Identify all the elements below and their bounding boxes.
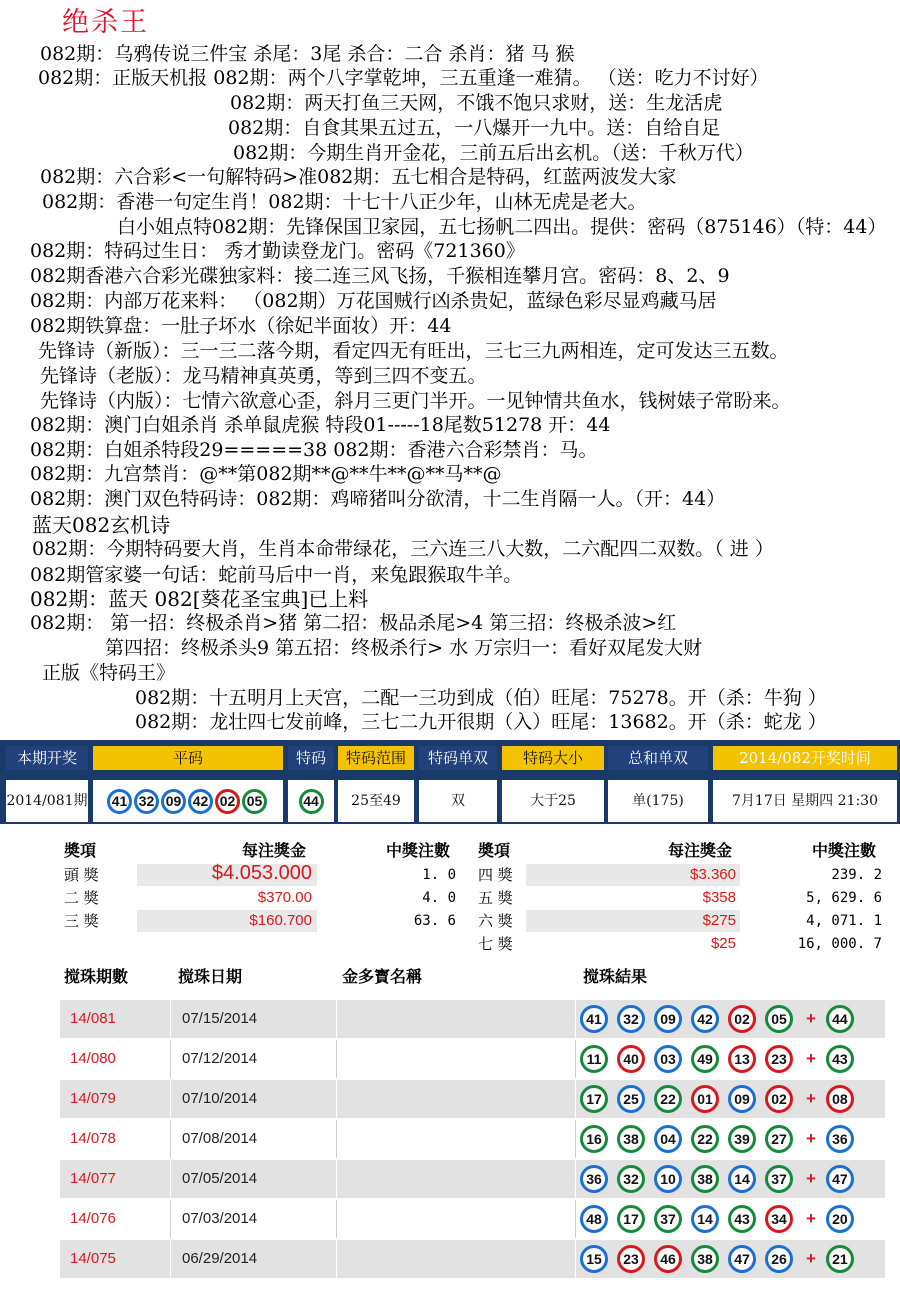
lottery-ball: 42 — [188, 789, 213, 814]
lottery-ball: 34 — [765, 1205, 793, 1233]
text-line: 082期：澳门双色特码诗：082期：鸡啼猪叫分欲清，十二生肖隔一人。（开：44） — [30, 488, 726, 510]
plus-sign: + — [806, 1009, 816, 1028]
text-line: 正版《特码王》 — [42, 662, 176, 684]
lottery-ball: 21 — [826, 1245, 854, 1273]
column-divider — [575, 1240, 576, 1278]
text-line: 082期：自食其果五过五，一八爆开一九中。送：自给自足 — [228, 117, 721, 139]
lottery-ball: 41 — [580, 1005, 608, 1033]
lottery-ball: 36 — [580, 1165, 608, 1193]
lottery-ball: 01 — [691, 1085, 719, 1113]
lottery-ball: 27 — [765, 1125, 793, 1153]
text-line: 082期：两天打鱼三天网，不饿不饱只求财，送：生龙活虎 — [230, 92, 723, 114]
lottery-ball: 09 — [161, 789, 186, 814]
text-line: 082期：白姐杀特段29=====38 082期：香港六合彩禁肖：马。 — [30, 439, 598, 461]
lottery-ball: 37 — [765, 1165, 793, 1193]
lottery-ball: 42 — [691, 1005, 719, 1033]
lottery-ball: 22 — [691, 1125, 719, 1153]
column-divider — [170, 1080, 171, 1118]
draw-date: 07/03/2014 — [182, 1210, 258, 1227]
draw-id: 14/081 — [70, 1010, 116, 1027]
column-divider — [575, 1000, 576, 1038]
lottery-ball: 44 — [299, 789, 324, 814]
draw-result-balls — [580, 1244, 863, 1274]
lottery-ball: 48 — [580, 1205, 608, 1233]
history-header-id: 搅珠期數 — [64, 967, 129, 986]
lottery-ball: 09 — [654, 1005, 682, 1033]
lottery-ball: 14 — [728, 1165, 756, 1193]
prize-amount: $160.700 — [249, 912, 312, 929]
text-line: 082期：乌鸦传说三件宝 杀尾：3尾 杀合：二合 杀肖：猪 马 猴 — [40, 43, 575, 65]
history-row — [60, 1080, 885, 1118]
text-line: 082期：龙壮四七发前峰，三七二九开很期（入）旺尾：13682。开（杀：蛇龙 ） — [135, 711, 827, 733]
text-line: 先锋诗（内版）：七情六欲意心歪，斜月三更门半开。一见钟情共鱼水，钱树婊子常盼来。 — [40, 390, 791, 412]
lottery-ball: 38 — [691, 1165, 719, 1193]
prize-name: 二 獎 — [64, 889, 99, 907]
text-line: 第四招：终极杀头9 第五招：终极杀行> 水 万宗归一：看好双尾发大财 — [105, 637, 703, 659]
lottery-ball: 04 — [654, 1125, 682, 1153]
special-ball-group — [299, 793, 324, 809]
prize-header-count: 中獎注數 — [812, 841, 877, 860]
lottery-ball: 46 — [654, 1245, 682, 1273]
lottery-ball: 49 — [691, 1045, 719, 1073]
text-line: 082期：香港一句定生肖！082期：十七十八正少年，山林无虎是老大。 — [42, 191, 647, 213]
text-line: 082期香港六合彩光碟独家料：接二连三风飞扬，千猴相连攀月宫。密码：8、2、9 — [30, 265, 730, 287]
history-header-results: 搅珠結果 — [583, 967, 648, 986]
prize-amount: $25 — [710, 935, 736, 952]
prize-count: 1. 0 — [422, 867, 456, 883]
lottery-ball: 23 — [617, 1245, 645, 1273]
lottery-ball: 02 — [728, 1005, 756, 1033]
lottery-ball: 13 — [728, 1045, 756, 1073]
lottery-ball: 25 — [617, 1085, 645, 1113]
draw-result-balls — [580, 1004, 863, 1034]
column-divider — [170, 1000, 171, 1038]
prize-name: 三 獎 — [64, 912, 99, 930]
lottery-ball: 03 — [654, 1045, 682, 1073]
column-divider — [336, 1080, 337, 1118]
lottery-ball: 15 — [580, 1245, 608, 1273]
plus-sign: + — [806, 1089, 816, 1108]
column-divider — [336, 1000, 337, 1038]
draw-id: 14/077 — [70, 1170, 116, 1187]
lottery-ball: 36 — [826, 1125, 854, 1153]
lottery-ball: 14 — [691, 1205, 719, 1233]
plus-sign: + — [806, 1129, 816, 1148]
prize-count: 63. 6 — [413, 913, 456, 929]
lottery-ball: 32 — [134, 789, 159, 814]
lottery-ball: 37 — [654, 1205, 682, 1233]
text-line: 蓝天082玄机诗 — [32, 513, 171, 537]
draw-date: 07/12/2014 — [182, 1050, 258, 1067]
lottery-ball: 39 — [728, 1125, 756, 1153]
draw-date: 06/29/2014 — [182, 1250, 258, 1267]
lottery-ball: 22 — [654, 1085, 682, 1113]
header-range: 特码范围 — [338, 746, 414, 770]
lottery-ball: 43 — [826, 1045, 854, 1073]
text-line: 082期管家婆一句话：蛇前马后中一肖，来兔跟猴取牛羊。 — [30, 564, 523, 586]
column-divider — [336, 1200, 337, 1238]
history-row — [60, 1200, 885, 1238]
text-line: 082期：蓝天 082[葵花圣宝典]已上料 — [30, 587, 369, 611]
column-divider — [336, 1040, 337, 1078]
history-row — [60, 1000, 885, 1038]
column-divider — [575, 1120, 576, 1158]
prize-amount: $3.360 — [690, 866, 736, 883]
header-regular: 平码 — [93, 746, 283, 770]
draw-result-balls — [580, 1164, 863, 1194]
next-draw-time: 7月17日 星期四 21:30 — [713, 780, 897, 822]
column-divider — [336, 1120, 337, 1158]
prize-name: 五 獎 — [478, 889, 513, 907]
column-divider — [170, 1160, 171, 1198]
history-row — [60, 1160, 885, 1198]
draw-result-balls — [580, 1124, 863, 1154]
prize-amount: $358 — [702, 889, 736, 906]
prize-header-name: 奬項 — [478, 841, 511, 860]
prize-count: 4, 071. 1 — [806, 913, 882, 929]
special-size: 大于25 — [502, 780, 604, 822]
header-current-draw: 本期开奖 — [6, 746, 88, 770]
prize-name: 四 獎 — [478, 866, 513, 884]
lottery-ball: 41 — [107, 789, 132, 814]
prize-header-count: 中獎注數 — [386, 841, 451, 860]
lottery-ball: 02 — [215, 789, 240, 814]
plus-sign: + — [806, 1049, 816, 1068]
column-divider — [575, 1080, 576, 1118]
history-header-date: 搅珠日期 — [178, 967, 243, 986]
prize-name: 七 獎 — [478, 935, 513, 953]
text-line: 082期：正版天机报 082期：两个八字掌乾坤，三五重逢一难猜。 （送：吃力不讨好） — [38, 67, 769, 89]
text-line: 082期：澳门白姐杀肖 杀单鼠虎猴 特段01-----18尾数51278 开：44 — [30, 414, 611, 436]
prize-header-name: 奬項 — [64, 841, 97, 860]
prize-count: 5, 629. 6 — [806, 890, 882, 906]
page-title: 绝杀王 — [62, 7, 149, 38]
column-divider — [575, 1160, 576, 1198]
prize-count: 239. 2 — [831, 867, 882, 883]
prize-amount: $4.053.000 — [211, 862, 312, 884]
lottery-ball: 32 — [617, 1005, 645, 1033]
lottery-ball: 17 — [617, 1205, 645, 1233]
special-range: 25至49 — [338, 780, 414, 822]
header-odd-even: 特码单双 — [419, 746, 497, 770]
lottery-ball: 44 — [826, 1005, 854, 1033]
prize-count: 4. 0 — [422, 890, 456, 906]
column-divider — [575, 1200, 576, 1238]
column-divider — [170, 1120, 171, 1158]
column-divider — [336, 1160, 337, 1198]
special-odd-even: 双 — [419, 780, 497, 822]
header-size: 特码大小 — [502, 746, 604, 770]
regular-ball-group — [107, 793, 269, 809]
lottery-ball: 08 — [826, 1085, 854, 1113]
lottery-ball: 09 — [728, 1085, 756, 1113]
text-line: 082期铁算盘：一肚子坏水（徐妃半面妆）开：44 — [30, 315, 452, 337]
text-line: 先锋诗（老版）：龙马精神真英勇，等到三四不变五。 — [40, 365, 487, 387]
lottery-ball: 40 — [617, 1045, 645, 1073]
header-sum-odd-even: 总和单双 — [608, 746, 708, 770]
lottery-ball: 43 — [728, 1205, 756, 1233]
text-line: 082期：十五明月上天宫，二配一三功到成（伯）旺尾：75278。开（杀：牛狗 ） — [135, 687, 827, 709]
prize-count: 16, 000. 7 — [797, 936, 882, 952]
prize-header-amount: 每注獎金 — [668, 841, 733, 860]
draw-date: 07/10/2014 — [182, 1090, 258, 1107]
column-divider — [170, 1240, 171, 1278]
text-line: 先锋诗（新版）：三一三二落今期，看定四无有旺出，三七三九两相连，定可发达三五数。 — [38, 340, 789, 362]
lottery-ball: 16 — [580, 1125, 608, 1153]
lottery-ball: 02 — [765, 1085, 793, 1113]
column-divider — [170, 1200, 171, 1238]
text-line: 082期：内部万花来料： （082期）万花国贼行凶杀贵妃，蓝绿色彩尽显鸡藏马居 — [30, 290, 717, 312]
prize-name: 頭 獎 — [64, 866, 99, 884]
text-line: 082期：六合彩<一句解特码>准082期：五七相合是特码，红蓝两波发大家 — [40, 166, 677, 188]
lottery-ball: 32 — [617, 1165, 645, 1193]
text-line: 白小姐点特082期：先锋保国卫家园，五七扬帆二四出。提供：密码（875146）（特：44） — [117, 216, 887, 238]
text-line: 082期： 第一招：终极杀肖>猪 第二招：极品杀尾>4 第三招：终极杀波>红 — [30, 612, 677, 634]
special-number — [288, 780, 334, 822]
header-next-draw-time: 2014/082开奖时间 — [713, 746, 897, 770]
draw-result-balls — [580, 1204, 863, 1234]
prize-name: 六 獎 — [478, 912, 513, 930]
plus-sign: + — [806, 1169, 816, 1188]
history-row — [60, 1120, 885, 1158]
lottery-ball: 47 — [728, 1245, 756, 1273]
draw-date: 07/05/2014 — [182, 1170, 258, 1187]
history-row — [60, 1040, 885, 1078]
lottery-ball: 10 — [654, 1165, 682, 1193]
history-row — [60, 1240, 885, 1278]
header-special: 特码 — [288, 746, 334, 770]
lottery-ball: 23 — [765, 1045, 793, 1073]
text-line: 082期：特码过生日： 秀才勤读登龙门。密码《721360》 — [30, 240, 525, 262]
prize-header-amount: 每注獎金 — [242, 841, 307, 860]
lottery-ball: 17 — [580, 1085, 608, 1113]
draw-result-balls — [580, 1044, 863, 1074]
prize-amount: $275 — [702, 912, 736, 929]
lottery-ball: 47 — [826, 1165, 854, 1193]
lottery-ball: 38 — [617, 1125, 645, 1153]
lottery-ball: 11 — [580, 1045, 608, 1073]
lottery-ball: 05 — [242, 789, 267, 814]
regular-numbers — [93, 780, 283, 822]
column-divider — [575, 1040, 576, 1078]
draw-id: 14/076 — [70, 1210, 116, 1227]
text-line: 082期：九宫禁肖：@**第082期**@**牛**@**马**@ — [30, 463, 502, 485]
lottery-ball: 20 — [826, 1205, 854, 1233]
lottery-ball: 38 — [691, 1245, 719, 1273]
draw-result-balls — [580, 1084, 863, 1114]
text-line: 082期：今期特码要大肖，生肖本命带绿花，三六连三八大数，二六配四二双数。（ 进 ） — [32, 538, 774, 560]
draw-id: 14/075 — [70, 1250, 116, 1267]
column-divider — [170, 1040, 171, 1078]
draw-period: 2014/081期 — [6, 780, 88, 822]
draw-id: 14/080 — [70, 1050, 116, 1067]
text-line: 082期：今期生肖开金花，三前五后出玄机。（送：千秋万代） — [233, 142, 754, 164]
sum-odd-even: 单(175) — [608, 780, 708, 822]
plus-sign: + — [806, 1209, 816, 1228]
draw-date: 07/15/2014 — [182, 1010, 258, 1027]
plus-sign: + — [806, 1249, 816, 1268]
lottery-ball: 05 — [765, 1005, 793, 1033]
history-header-name: 金多寳名稱 — [342, 967, 423, 986]
draw-id: 14/079 — [70, 1090, 116, 1107]
draw-id: 14/078 — [70, 1130, 116, 1147]
prize-amount: $370.00 — [257, 889, 312, 906]
column-divider — [336, 1240, 337, 1278]
lottery-ball: 26 — [765, 1245, 793, 1273]
draw-date: 07/08/2014 — [182, 1130, 258, 1147]
